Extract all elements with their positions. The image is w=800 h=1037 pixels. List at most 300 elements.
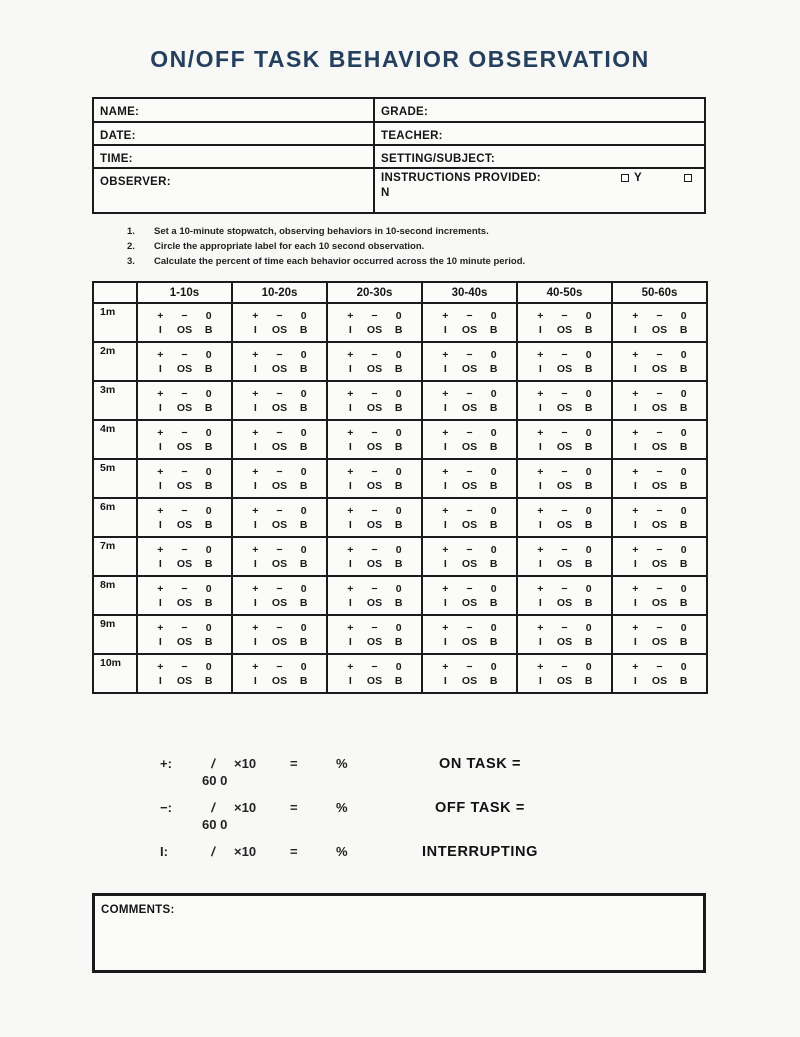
code-interrupting[interactable]: I xyxy=(538,479,542,492)
interval-cell[interactable] xyxy=(422,342,517,381)
code-zero[interactable]: 0 xyxy=(585,309,592,322)
interval-cell[interactable] xyxy=(137,420,232,459)
code-on-task[interactable]: + xyxy=(537,426,544,439)
code-interrupting[interactable]: I xyxy=(253,518,257,531)
code-out-of-seat[interactable]: OS xyxy=(366,401,383,414)
interval-cell[interactable] xyxy=(517,537,612,576)
setting-subject-field-cell[interactable] xyxy=(375,146,704,167)
code-interrupting[interactable]: I xyxy=(253,401,257,414)
interval-cell[interactable] xyxy=(137,576,232,615)
interval-cell[interactable] xyxy=(612,537,707,576)
code-off-task[interactable]: − xyxy=(276,543,283,556)
interval-cell[interactable] xyxy=(422,381,517,420)
code-interrupting[interactable]: I xyxy=(633,674,637,687)
interval-cell[interactable] xyxy=(517,420,612,459)
code-b[interactable]: B xyxy=(299,518,308,531)
interval-cell[interactable] xyxy=(232,342,327,381)
code-interrupting[interactable]: I xyxy=(253,323,257,336)
interval-cell[interactable] xyxy=(327,381,422,420)
code-interrupting[interactable]: I xyxy=(158,557,162,570)
code-interrupting[interactable]: I xyxy=(253,674,257,687)
code-on-task[interactable]: + xyxy=(442,543,449,556)
code-zero[interactable]: 0 xyxy=(490,582,497,595)
code-zero[interactable]: 0 xyxy=(395,504,402,517)
code-b[interactable]: B xyxy=(489,323,498,336)
code-zero[interactable]: 0 xyxy=(205,582,212,595)
code-on-task[interactable]: + xyxy=(252,465,259,478)
code-zero[interactable]: 0 xyxy=(490,621,497,634)
interval-cell[interactable] xyxy=(517,576,612,615)
code-on-task[interactable]: + xyxy=(442,504,449,517)
code-interrupting[interactable]: I xyxy=(158,362,162,375)
code-zero[interactable]: 0 xyxy=(490,504,497,517)
code-on-task[interactable]: + xyxy=(347,582,354,595)
code-off-task[interactable]: − xyxy=(276,426,283,439)
observer-field-cell[interactable] xyxy=(94,169,375,212)
interval-cell[interactable] xyxy=(517,303,612,342)
code-on-task[interactable]: + xyxy=(632,504,639,517)
code-b[interactable]: B xyxy=(679,635,688,648)
interval-cell[interactable] xyxy=(612,420,707,459)
code-b[interactable]: B xyxy=(204,596,213,609)
interval-cell[interactable] xyxy=(422,420,517,459)
code-on-task[interactable]: + xyxy=(537,348,544,361)
code-on-task[interactable]: + xyxy=(157,426,164,439)
code-out-of-seat[interactable]: OS xyxy=(461,323,478,336)
code-out-of-seat[interactable]: OS xyxy=(176,323,193,336)
code-out-of-seat[interactable]: OS xyxy=(651,596,668,609)
code-off-task[interactable]: − xyxy=(276,387,283,400)
code-on-task[interactable]: + xyxy=(157,621,164,634)
interval-cell[interactable] xyxy=(137,654,232,693)
code-zero[interactable]: 0 xyxy=(585,504,592,517)
code-zero[interactable]: 0 xyxy=(395,387,402,400)
code-b[interactable]: B xyxy=(489,674,498,687)
code-zero[interactable]: 0 xyxy=(490,309,497,322)
code-zero[interactable]: 0 xyxy=(205,543,212,556)
code-b[interactable]: B xyxy=(489,479,498,492)
code-out-of-seat[interactable]: OS xyxy=(271,596,288,609)
interval-cell[interactable] xyxy=(137,342,232,381)
code-out-of-seat[interactable]: OS xyxy=(461,674,478,687)
interval-cell[interactable] xyxy=(137,615,232,654)
interval-cell[interactable] xyxy=(232,576,327,615)
code-off-task[interactable]: − xyxy=(656,465,663,478)
code-zero[interactable]: 0 xyxy=(300,426,307,439)
code-off-task[interactable]: − xyxy=(656,387,663,400)
code-zero[interactable]: 0 xyxy=(585,621,592,634)
code-off-task[interactable]: − xyxy=(276,504,283,517)
code-off-task[interactable]: − xyxy=(371,504,378,517)
code-off-task[interactable]: − xyxy=(276,465,283,478)
code-zero[interactable]: 0 xyxy=(395,543,402,556)
code-off-task[interactable]: − xyxy=(656,348,663,361)
code-b[interactable]: B xyxy=(489,401,498,414)
code-out-of-seat[interactable]: OS xyxy=(271,518,288,531)
interval-cell[interactable] xyxy=(137,498,232,537)
code-off-task[interactable]: − xyxy=(276,621,283,634)
code-zero[interactable]: 0 xyxy=(395,582,402,595)
code-off-task[interactable]: − xyxy=(466,309,473,322)
code-off-task[interactable]: − xyxy=(561,504,568,517)
code-zero[interactable]: 0 xyxy=(490,465,497,478)
interval-cell[interactable] xyxy=(232,615,327,654)
code-b[interactable]: B xyxy=(299,479,308,492)
code-b[interactable]: B xyxy=(204,674,213,687)
interval-cell[interactable] xyxy=(517,498,612,537)
code-interrupting[interactable]: I xyxy=(538,596,542,609)
code-zero[interactable]: 0 xyxy=(680,660,687,673)
code-interrupting[interactable]: I xyxy=(158,479,162,492)
code-interrupting[interactable]: I xyxy=(443,635,447,648)
code-b[interactable]: B xyxy=(584,440,593,453)
code-on-task[interactable]: + xyxy=(442,582,449,595)
code-out-of-seat[interactable]: OS xyxy=(651,635,668,648)
code-zero[interactable]: 0 xyxy=(680,582,687,595)
code-on-task[interactable]: + xyxy=(157,582,164,595)
interval-cell[interactable] xyxy=(422,576,517,615)
code-out-of-seat[interactable]: OS xyxy=(366,518,383,531)
code-zero[interactable]: 0 xyxy=(680,543,687,556)
code-zero[interactable]: 0 xyxy=(490,660,497,673)
code-out-of-seat[interactable]: OS xyxy=(271,401,288,414)
code-zero[interactable]: 0 xyxy=(395,660,402,673)
interval-cell[interactable] xyxy=(137,537,232,576)
code-zero[interactable]: 0 xyxy=(490,426,497,439)
code-off-task[interactable]: − xyxy=(276,348,283,361)
code-zero[interactable]: 0 xyxy=(205,660,212,673)
code-interrupting[interactable]: I xyxy=(158,596,162,609)
code-b[interactable]: B xyxy=(204,440,213,453)
code-interrupting[interactable]: I xyxy=(253,440,257,453)
code-interrupting[interactable]: I xyxy=(538,635,542,648)
code-b[interactable]: B xyxy=(679,362,688,375)
code-on-task[interactable]: + xyxy=(632,426,639,439)
code-interrupting[interactable]: I xyxy=(348,479,352,492)
code-zero[interactable]: 0 xyxy=(490,543,497,556)
code-out-of-seat[interactable]: OS xyxy=(176,362,193,375)
code-zero[interactable]: 0 xyxy=(585,582,592,595)
code-off-task[interactable]: − xyxy=(561,465,568,478)
code-out-of-seat[interactable]: OS xyxy=(271,440,288,453)
code-zero[interactable]: 0 xyxy=(395,309,402,322)
code-out-of-seat[interactable]: OS xyxy=(176,674,193,687)
code-on-task[interactable]: + xyxy=(537,582,544,595)
interval-cell[interactable] xyxy=(327,654,422,693)
code-zero[interactable]: 0 xyxy=(395,621,402,634)
interval-cell[interactable] xyxy=(232,498,327,537)
code-b[interactable]: B xyxy=(584,323,593,336)
code-zero[interactable]: 0 xyxy=(490,387,497,400)
code-out-of-seat[interactable]: OS xyxy=(556,596,573,609)
code-interrupting[interactable]: I xyxy=(253,479,257,492)
interval-cell[interactable] xyxy=(232,420,327,459)
code-b[interactable]: B xyxy=(489,596,498,609)
code-b[interactable]: B xyxy=(679,401,688,414)
interval-cell[interactable] xyxy=(327,537,422,576)
code-zero[interactable]: 0 xyxy=(205,309,212,322)
code-b[interactable]: B xyxy=(299,362,308,375)
code-b[interactable]: B xyxy=(584,518,593,531)
interval-cell[interactable] xyxy=(612,498,707,537)
interval-cell[interactable] xyxy=(232,381,327,420)
code-off-task[interactable]: − xyxy=(561,387,568,400)
interval-cell[interactable] xyxy=(422,459,517,498)
code-off-task[interactable]: − xyxy=(561,348,568,361)
code-b[interactable]: B xyxy=(394,674,403,687)
code-on-task[interactable]: + xyxy=(157,465,164,478)
code-zero[interactable]: 0 xyxy=(300,621,307,634)
interval-cell[interactable] xyxy=(422,498,517,537)
code-off-task[interactable]: − xyxy=(656,621,663,634)
grade-field-cell[interactable] xyxy=(375,99,704,121)
code-b[interactable]: B xyxy=(489,557,498,570)
code-on-task[interactable]: + xyxy=(347,621,354,634)
code-interrupting[interactable]: I xyxy=(348,440,352,453)
code-zero[interactable]: 0 xyxy=(680,387,687,400)
code-out-of-seat[interactable]: OS xyxy=(176,596,193,609)
interval-cell[interactable] xyxy=(422,537,517,576)
code-out-of-seat[interactable]: OS xyxy=(366,323,383,336)
code-zero[interactable]: 0 xyxy=(300,465,307,478)
code-on-task[interactable]: + xyxy=(632,465,639,478)
code-interrupting[interactable]: I xyxy=(633,323,637,336)
code-interrupting[interactable]: I xyxy=(443,362,447,375)
code-zero[interactable]: 0 xyxy=(680,465,687,478)
code-off-task[interactable]: − xyxy=(181,348,188,361)
code-b[interactable]: B xyxy=(204,635,213,648)
code-zero[interactable]: 0 xyxy=(585,348,592,361)
interval-cell[interactable] xyxy=(327,420,422,459)
code-on-task[interactable]: + xyxy=(537,387,544,400)
code-out-of-seat[interactable]: OS xyxy=(556,518,573,531)
code-zero[interactable]: 0 xyxy=(490,348,497,361)
code-b[interactable]: B xyxy=(204,518,213,531)
code-on-task[interactable]: + xyxy=(252,621,259,634)
code-off-task[interactable]: − xyxy=(276,582,283,595)
code-on-task[interactable]: + xyxy=(632,660,639,673)
code-off-task[interactable]: − xyxy=(371,309,378,322)
code-b[interactable]: B xyxy=(679,440,688,453)
code-on-task[interactable]: + xyxy=(347,348,354,361)
code-off-task[interactable]: − xyxy=(371,543,378,556)
code-on-task[interactable]: + xyxy=(347,387,354,400)
code-off-task[interactable]: − xyxy=(656,504,663,517)
code-off-task[interactable]: − xyxy=(561,621,568,634)
code-interrupting[interactable]: I xyxy=(538,557,542,570)
code-interrupting[interactable]: I xyxy=(348,323,352,336)
code-out-of-seat[interactable]: OS xyxy=(556,479,573,492)
code-b[interactable]: B xyxy=(204,479,213,492)
code-off-task[interactable]: − xyxy=(371,426,378,439)
code-zero[interactable]: 0 xyxy=(585,543,592,556)
code-zero[interactable]: 0 xyxy=(585,660,592,673)
code-out-of-seat[interactable]: OS xyxy=(651,479,668,492)
code-zero[interactable]: 0 xyxy=(395,465,402,478)
code-zero[interactable]: 0 xyxy=(680,621,687,634)
code-on-task[interactable]: + xyxy=(347,660,354,673)
code-on-task[interactable]: + xyxy=(347,465,354,478)
code-on-task[interactable]: + xyxy=(252,582,259,595)
code-out-of-seat[interactable]: OS xyxy=(651,362,668,375)
code-b[interactable]: B xyxy=(584,596,593,609)
code-interrupting[interactable]: I xyxy=(348,362,352,375)
code-b[interactable]: B xyxy=(299,596,308,609)
code-zero[interactable]: 0 xyxy=(205,348,212,361)
code-interrupting[interactable]: I xyxy=(158,518,162,531)
code-out-of-seat[interactable]: OS xyxy=(271,362,288,375)
code-out-of-seat[interactable]: OS xyxy=(651,557,668,570)
code-b[interactable]: B xyxy=(679,596,688,609)
interval-cell[interactable] xyxy=(327,498,422,537)
code-interrupting[interactable]: I xyxy=(443,596,447,609)
code-interrupting[interactable]: I xyxy=(538,674,542,687)
code-interrupting[interactable]: I xyxy=(443,401,447,414)
code-out-of-seat[interactable]: OS xyxy=(271,674,288,687)
code-out-of-seat[interactable]: OS xyxy=(556,440,573,453)
comments-box[interactable] xyxy=(92,893,706,973)
interval-cell[interactable] xyxy=(422,615,517,654)
code-zero[interactable]: 0 xyxy=(205,426,212,439)
code-off-task[interactable]: − xyxy=(371,387,378,400)
interval-cell[interactable] xyxy=(422,654,517,693)
code-interrupting[interactable]: I xyxy=(443,674,447,687)
code-b[interactable]: B xyxy=(204,401,213,414)
code-on-task[interactable]: + xyxy=(442,621,449,634)
code-off-task[interactable]: − xyxy=(181,621,188,634)
date-field-cell[interactable] xyxy=(94,123,375,144)
code-out-of-seat[interactable]: OS xyxy=(271,323,288,336)
code-off-task[interactable]: − xyxy=(371,621,378,634)
code-b[interactable]: B xyxy=(299,674,308,687)
code-off-task[interactable]: − xyxy=(181,309,188,322)
code-zero[interactable]: 0 xyxy=(680,309,687,322)
code-on-task[interactable]: + xyxy=(537,504,544,517)
code-on-task[interactable]: + xyxy=(442,465,449,478)
code-off-task[interactable]: − xyxy=(466,387,473,400)
interval-cell[interactable] xyxy=(327,342,422,381)
code-on-task[interactable]: + xyxy=(632,348,639,361)
code-zero[interactable]: 0 xyxy=(680,504,687,517)
code-on-task[interactable]: + xyxy=(632,582,639,595)
code-interrupting[interactable]: I xyxy=(443,479,447,492)
code-interrupting[interactable]: I xyxy=(633,362,637,375)
code-off-task[interactable]: − xyxy=(466,543,473,556)
interval-cell[interactable] xyxy=(232,459,327,498)
code-b[interactable]: B xyxy=(299,635,308,648)
teacher-field-cell[interactable] xyxy=(375,123,704,144)
code-out-of-seat[interactable]: OS xyxy=(651,440,668,453)
code-off-task[interactable]: − xyxy=(656,309,663,322)
code-out-of-seat[interactable]: OS xyxy=(366,596,383,609)
code-interrupting[interactable]: I xyxy=(633,596,637,609)
code-interrupting[interactable]: I xyxy=(538,323,542,336)
code-on-task[interactable]: + xyxy=(347,504,354,517)
code-on-task[interactable]: + xyxy=(252,309,259,322)
code-out-of-seat[interactable]: OS xyxy=(366,440,383,453)
code-interrupting[interactable]: I xyxy=(348,674,352,687)
code-on-task[interactable]: + xyxy=(632,543,639,556)
code-on-task[interactable]: + xyxy=(252,504,259,517)
code-off-task[interactable]: − xyxy=(656,426,663,439)
code-interrupting[interactable]: I xyxy=(348,557,352,570)
code-off-task[interactable]: − xyxy=(276,309,283,322)
code-out-of-seat[interactable]: OS xyxy=(176,440,193,453)
code-zero[interactable]: 0 xyxy=(585,426,592,439)
code-on-task[interactable]: + xyxy=(537,465,544,478)
code-interrupting[interactable]: I xyxy=(633,557,637,570)
code-on-task[interactable]: + xyxy=(252,660,259,673)
code-b[interactable]: B xyxy=(394,323,403,336)
code-b[interactable]: B xyxy=(299,323,308,336)
interval-cell[interactable] xyxy=(612,342,707,381)
code-b[interactable]: B xyxy=(584,479,593,492)
code-off-task[interactable]: − xyxy=(656,582,663,595)
code-on-task[interactable]: + xyxy=(252,348,259,361)
code-b[interactable]: B xyxy=(204,557,213,570)
code-out-of-seat[interactable]: OS xyxy=(556,323,573,336)
code-on-task[interactable]: + xyxy=(442,348,449,361)
code-out-of-seat[interactable]: OS xyxy=(176,518,193,531)
code-off-task[interactable]: − xyxy=(561,309,568,322)
code-b[interactable]: B xyxy=(394,362,403,375)
code-off-task[interactable]: − xyxy=(181,660,188,673)
code-out-of-seat[interactable]: OS xyxy=(366,479,383,492)
code-interrupting[interactable]: I xyxy=(348,518,352,531)
code-on-task[interactable]: + xyxy=(347,309,354,322)
interval-cell[interactable] xyxy=(517,459,612,498)
code-off-task[interactable]: − xyxy=(561,543,568,556)
name-field-cell[interactable] xyxy=(94,99,375,121)
code-on-task[interactable]: + xyxy=(157,387,164,400)
code-interrupting[interactable]: I xyxy=(443,518,447,531)
code-interrupting[interactable]: I xyxy=(158,401,162,414)
code-out-of-seat[interactable]: OS xyxy=(651,401,668,414)
code-interrupting[interactable]: I xyxy=(538,518,542,531)
interval-cell[interactable] xyxy=(612,459,707,498)
code-interrupting[interactable]: I xyxy=(158,440,162,453)
code-on-task[interactable]: + xyxy=(442,660,449,673)
code-on-task[interactable]: + xyxy=(537,660,544,673)
code-off-task[interactable]: − xyxy=(466,348,473,361)
code-b[interactable]: B xyxy=(679,557,688,570)
code-off-task[interactable]: − xyxy=(466,582,473,595)
code-off-task[interactable]: − xyxy=(656,660,663,673)
interval-cell[interactable] xyxy=(612,615,707,654)
code-zero[interactable]: 0 xyxy=(680,348,687,361)
code-off-task[interactable]: − xyxy=(371,465,378,478)
code-b[interactable]: B xyxy=(489,362,498,375)
code-out-of-seat[interactable]: OS xyxy=(461,596,478,609)
interval-cell[interactable] xyxy=(517,342,612,381)
code-off-task[interactable]: − xyxy=(181,426,188,439)
code-b[interactable]: B xyxy=(394,596,403,609)
interval-cell[interactable] xyxy=(232,654,327,693)
code-b[interactable]: B xyxy=(489,635,498,648)
code-interrupting[interactable]: I xyxy=(158,674,162,687)
code-interrupting[interactable]: I xyxy=(633,479,637,492)
code-out-of-seat[interactable]: OS xyxy=(366,557,383,570)
code-interrupting[interactable]: I xyxy=(443,440,447,453)
code-on-task[interactable]: + xyxy=(252,543,259,556)
code-on-task[interactable]: + xyxy=(157,309,164,322)
code-off-task[interactable]: − xyxy=(466,621,473,634)
code-out-of-seat[interactable]: OS xyxy=(651,518,668,531)
code-out-of-seat[interactable]: OS xyxy=(366,362,383,375)
code-b[interactable]: B xyxy=(679,323,688,336)
code-zero[interactable]: 0 xyxy=(205,504,212,517)
interval-cell[interactable] xyxy=(327,459,422,498)
